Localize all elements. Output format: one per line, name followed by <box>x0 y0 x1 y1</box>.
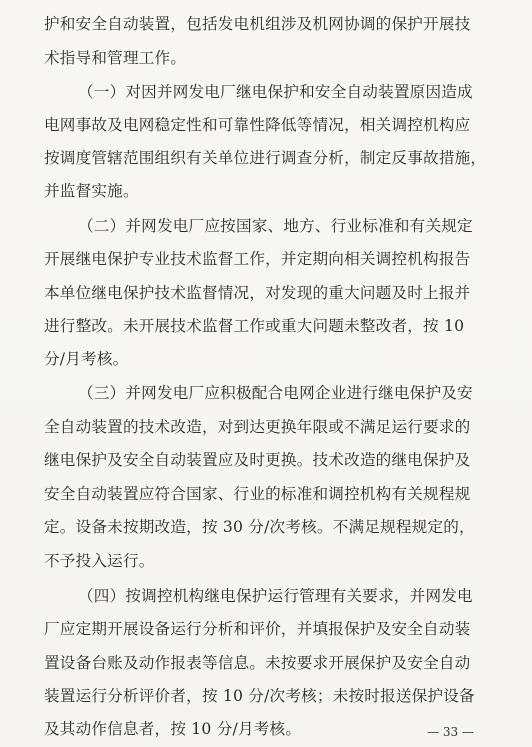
text-line-9: 本单位继电保护技术监督情况，对发现的重大问题及时上报并 <box>44 284 471 302</box>
text-line-17: 不予投入运行。 <box>44 552 155 570</box>
page-number: — 33 — <box>427 725 474 739</box>
text-line-15: 安全自动装置应符合国家、行业的标准和调控机构有关规程规 <box>44 485 471 503</box>
text-line-18: （四）按调控机构继电保护运行管理有关要求，并网发电 <box>78 587 473 605</box>
text-line-16: 定。设备未按期改造，按 30 分/次考核。不满足规程规定的， <box>44 518 475 536</box>
text-line-21: 装置运行分析评价者，按 10 分/次考核；未按时报送保护设备 <box>44 687 475 705</box>
text-line-13: 全自动装置的技术改造，对到达更换年限或不满足运行要求的 <box>44 418 471 436</box>
text-line-10: 进行整改。未开展技术监督工作或重大问题未整改者，按 10 <box>44 317 465 335</box>
text-line-22: 及其动作信息者，按 10 分/月考核。 <box>44 720 302 738</box>
text-line-8: 开展继电保护专业技术监督工作，并定期向相关调控机构报告 <box>44 250 471 268</box>
text-line-4: 电网事故及电网稳定性和可靠性降低等情况，相关调控机构应 <box>44 116 471 134</box>
text-line-20: 置设备台账及动作报表等信息。未按要求开展保护及安全自动 <box>44 654 471 672</box>
text-line-12: （三）并网发电厂应积极配合电网企业进行继电保护及安 <box>78 384 473 402</box>
text-line-6: 并监督实施。 <box>44 182 139 200</box>
text-line-5: 按调度管辖范围组织有关单位进行调查分析，制定反事故措施， <box>44 149 487 167</box>
text-line-1: 护和安全自动装置，包括发电机组涉及机网协调的保护开展技 <box>44 15 471 33</box>
text-line-2: 术指导和管理工作。 <box>44 49 187 67</box>
text-line-11: 分/月考核。 <box>44 350 129 368</box>
text-line-19: 厂应定期开展设备运行分析和评价，并填报保护及安全自动装 <box>44 620 471 638</box>
text-line-7: （二）并网发电厂应按国家、地方、行业标准和有关规定 <box>78 217 473 235</box>
text-line-14: 继电保护及安全自动装置应及时更换。技术改造的继电保护及 <box>44 451 471 469</box>
text-line-3: （一）对因并网发电厂继电保护和安全自动装置原因造成 <box>78 83 473 101</box>
